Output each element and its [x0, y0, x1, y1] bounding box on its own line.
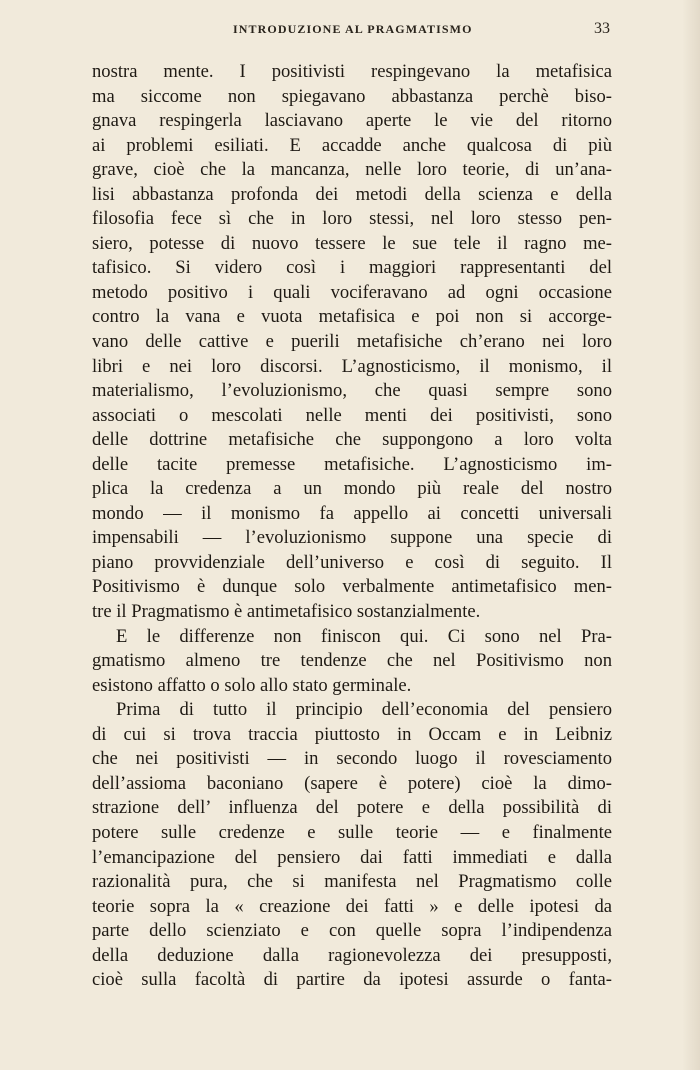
- text-line: di cui si trova traccia piuttosto in Occam e in Leibniz: [92, 723, 612, 745]
- text-line: delle dottrine metafisiche che suppongono a loro volta: [92, 429, 612, 451]
- text-line: vano delle cattive e puerili metafisiche ch’erano nei loro: [92, 331, 612, 353]
- text-line: materialismo, l’evoluzionismo, che quasi sempre sono: [92, 380, 612, 402]
- text-line: teorie sopra la « creazione dei fatti » e delle ipotesi da: [92, 895, 612, 917]
- text-line: tafisico. Si videro così i maggiori rappresentanti del: [92, 257, 612, 279]
- text-line: Positivismo è dunque solo verbalmente antimetafisico men-: [92, 576, 612, 598]
- text-line: cioè sulla facoltà di partire da ipotesi assurde o fanta-: [92, 969, 612, 991]
- body-text: [92, 60, 612, 993]
- text-line: associati o mescolati nelle menti dei positivisti, sono: [92, 404, 612, 426]
- text-line: Prima di tutto il principio dell’economia del pensiero: [116, 699, 612, 721]
- text-line: che nei positivisti — in secondo luogo il rovesciamento: [92, 748, 612, 770]
- text-line: esistono affatto o solo allo stato germinale.: [92, 674, 412, 696]
- running-head-title: INTRODUZIONE AL PRAGMATISMO: [233, 22, 473, 36]
- text-line: potere sulle credenze e sulle teorie — e finalmente: [92, 821, 612, 843]
- text-line: siero, potesse di nuovo tessere le sue tele il ragno me-: [92, 232, 612, 254]
- text-line: impensabili — l’evoluzionismo suppone una specie di: [92, 527, 612, 549]
- text-line: gmatismo almeno tre tendenze che nel Positivismo non: [92, 650, 612, 672]
- text-line: lisi abbastanza profonda dei metodi della scienza e della: [92, 183, 612, 205]
- text-line: dell’assioma baconiano (sapere è potere) cioè la dimo-: [92, 772, 612, 794]
- text-line: grave, cioè che la mancanza, nelle loro teorie, di un’ana-: [92, 159, 612, 181]
- text-line: gnava respingerla lasciavano aperte le vie del ritorno: [92, 110, 612, 132]
- text-line: ma siccome non spiegavano abbastanza perchè biso-: [92, 85, 612, 107]
- text-line: E le differenze non finiscon qui. Ci sono nel Pra-: [116, 625, 612, 647]
- text-line: nostra mente. I positivisti respingevano la metafisica: [92, 61, 612, 82]
- text-line: plica la credenza a un mondo più reale del nostro: [92, 478, 612, 500]
- text-line: filosofia fece sì che in loro stessi, nel loro stesso pen-: [92, 208, 612, 230]
- text-line: razionalità pura, che si manifesta nel Pragmatismo colle: [92, 871, 612, 893]
- text-line: strazione dell’ influenza del potere e della possibilità di: [92, 797, 612, 819]
- text-line: delle tacite premesse metafisiche. L’agnosticismo im-: [92, 453, 612, 475]
- text-line: tre il Pragmatismo è antimetafisico sostanzialmente.: [92, 601, 481, 623]
- text-line: mondo — il monismo fa appello ai concetti universali: [92, 502, 612, 524]
- text-line: piano provvidenziale dell’universo e così di seguito. Il: [92, 551, 612, 573]
- page-number: 33: [594, 20, 610, 37]
- text-line: metodo positivo i quali vociferavano ad ogni occasione: [92, 281, 612, 303]
- text-line: l’emancipazione del pensiero dai fatti immediati e dalla: [92, 846, 612, 868]
- running-head: [0, 20, 700, 44]
- page-edge-shadow: [682, 0, 700, 1070]
- text-line: contro la vana e vuota metafisica e poi non si accorge-: [92, 306, 612, 328]
- text-line: ai problemi esiliati. E accadde anche qualcosa di più: [92, 134, 612, 156]
- text-line: della deduzione dalla ragionevolezza dei presupposti,: [92, 944, 612, 966]
- text-line: libri e nei loro discorsi. L’agnosticismo, il monismo, il: [92, 355, 612, 377]
- text-line: parte dello scienziato e con quelle sopra l’indipendenza: [92, 920, 612, 942]
